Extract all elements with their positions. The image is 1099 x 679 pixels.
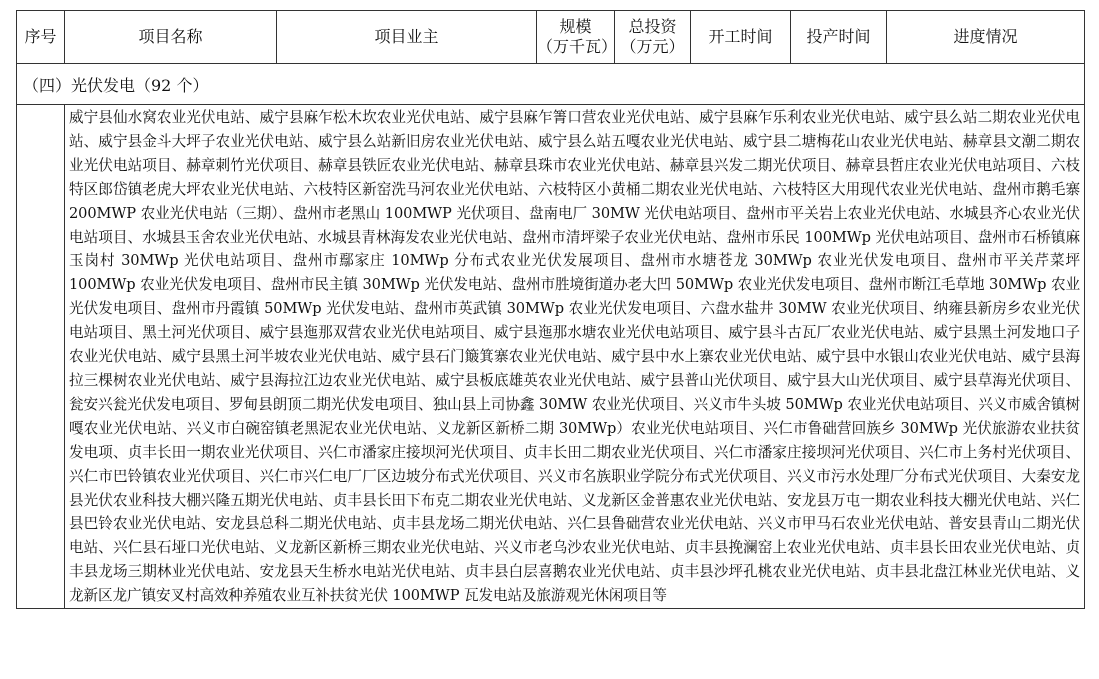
- header-project-name: 项目名称: [65, 11, 277, 64]
- header-production-time: 投产时间: [791, 11, 887, 64]
- header-seq: 序号: [17, 11, 65, 64]
- header-investment-line1: 总投资: [628, 17, 677, 36]
- project-list-row: [17, 105, 1085, 609]
- header-investment-line2: （万元）: [620, 37, 685, 56]
- header-progress: 进度情况: [887, 11, 1085, 64]
- project-table: [16, 10, 1085, 609]
- project-list: 威宁县仙水窝农业光伏电站、威宁县麻乍松木坎农业光伏电站、威宁县麻乍箐口营农业光伏电站、威宁县麻乍乐利农业光伏电站、威宁县么站二期农业光伏电站、威宁县金斗大坪子农业光伏电站、威宁县么站新旧房农业光伏电站、威宁县么站五嘎农业光伏电站、威宁县二塘梅花山农业光伏电站、赫章县文潮二期农业光伏电站项目、赫章刺竹光伏项目、赫章县铁匠农业光伏电站、赫章县珠市农业光伏电站、赫章县兴发二期光伏项目、赫章县哲庄农业光伏电站项目、六枝特区郎岱镇老虎大坪农业光伏电站、六枝特区新窑洗马河农业光伏电站、六枝特区小黄桶二期农业光伏电站、六枝特区大用现代农业光伏电站、盘州市鹅毛寨 200MWP 农业光伏电站（三期）、盘州市老黑山 100MWP 光伏项目、盘南电厂 30MW 光伏电站项目、盘州市平关岩上农业光伏电站、水城县齐心农业光伏电站项目、水城县玉舍农业光伏电站、水城县青林海发农业光伏电站、盘州市清坪梁子农业光伏电站、盘州市乐民 100MWp 光伏电站项目、盘州市石桥镇麻玉岗村 30MWp 光伏电站项目、盘州市鄢家庄 10MWp 分布式农业光伏发展项目、盘州市水塘苍龙 30MWp 农业光伏发电项目、盘州市平关芹菜坪 100MWp 农业光伏发电项目、盘州市民主镇 30MWp 光伏发电站、盘州市胜境街道办老大凹 50MWp 农业光伏发电项目、盘州市断江毛草地 30MWp 农业光伏发电项目、盘州市丹霞镇 50MWp 光伏发电站、盘州市英武镇 30MWp 农业光伏发电项目、六盘水盐井 30MW 农业光伏项目、纳雍县新房乡农业光伏电站项目、黑土河光伏项目、威宁县迤那双营农业光伏电站项目、威宁县迤那水塘农业光伏电站项目、威宁县斗古瓦厂农业光伏电站、威宁县黑土河发地口子农业光伏电站、威宁县黑土河半坡农业光伏电站、威宁县石门簸箕寨农业光伏电站、威宁县中水上寨农业光伏电站、威宁县中水银山农业光伏电站、威宁县海拉三棵树农业光伏电站、威宁县海拉江边农业光伏电站、威宁县板底雄英农业光伏电站、威宁县普山光伏项目、威宁县大山光伏项目、威宁县草海光伏项目、瓮安兴瓮光伏发电项目、罗甸县朗顶二期光伏发电项目、独山县上司协鑫 30MW 农业光伏项目、兴义市牛头坡 50MWp 农业光伏电站项目、兴义市威舍镇树嘎农业光伏电站、兴义市白碗窑镇老黑泥农业光伏电站、义龙新区新桥二期 30MWp）农业光伏电站项目、兴仁市鲁础营回族乡 30MWp 光伏旅游农业扶贫发电项、贞丰长田一期农业光伏项目、兴仁市潘家庄接坝河光伏项目、贞丰长田二期农业光伏项目、兴仁市潘家庄接坝河光伏项目、兴仁市上务村光伏项目、兴仁市巴铃镇农业光伏项目、兴仁市兴仁电厂厂区边坡分布式光伏项目、兴义市名族职业学院分布式光伏项目、兴义市污水处理厂分布式光伏项目、大秦安龙县光伏农业科技大棚兴隆五期光伏电站、贞丰县长田下布克二期农业光伏电站、义龙新区金普惠农业光伏电站、安龙县万屯一期农业科技大棚光伏电站、兴仁县巴铃农业光伏电站、安龙县总科二期光伏电站、贞丰县龙场二期光伏电站、兴仁县鲁础营农业光伏电站、兴义市甲马石农业光伏电站、普安县青山二期光伏电站、兴仁县石垭口光伏电站、义龙新区新桥三期农业光伏电站、兴义市老乌沙农业光伏电站、贞丰县挽澜窑上农业光伏电站、贞丰县长田农业光伏电站、贞丰县龙场三期林业光伏电站、安龙县天生桥水电站光伏电站、贞丰县白层喜鹅农业光伏电站、贞丰县沙坪孔桃农业光伏电站、贞丰县北盘江林业光伏电站、义龙新区龙广镇安叉村高效种养殖农业互补扶贫光伏 100MWP 瓦发电站及旅游观光休闲项目等: [65, 105, 1085, 609]
- header-scale-line2: （万千瓦）: [537, 37, 618, 56]
- header-start-time: 开工时间: [691, 11, 791, 64]
- header-owner: 项目业主: [277, 11, 537, 64]
- section-title: （四）光伏发电（92 个）: [17, 64, 1085, 105]
- section-row: [17, 64, 1085, 105]
- seq-cell: [17, 105, 65, 609]
- header-row: [17, 11, 1085, 64]
- header-scale: [537, 11, 618, 64]
- header-scale-line1: 规模: [559, 17, 592, 36]
- header-investment: [615, 11, 691, 64]
